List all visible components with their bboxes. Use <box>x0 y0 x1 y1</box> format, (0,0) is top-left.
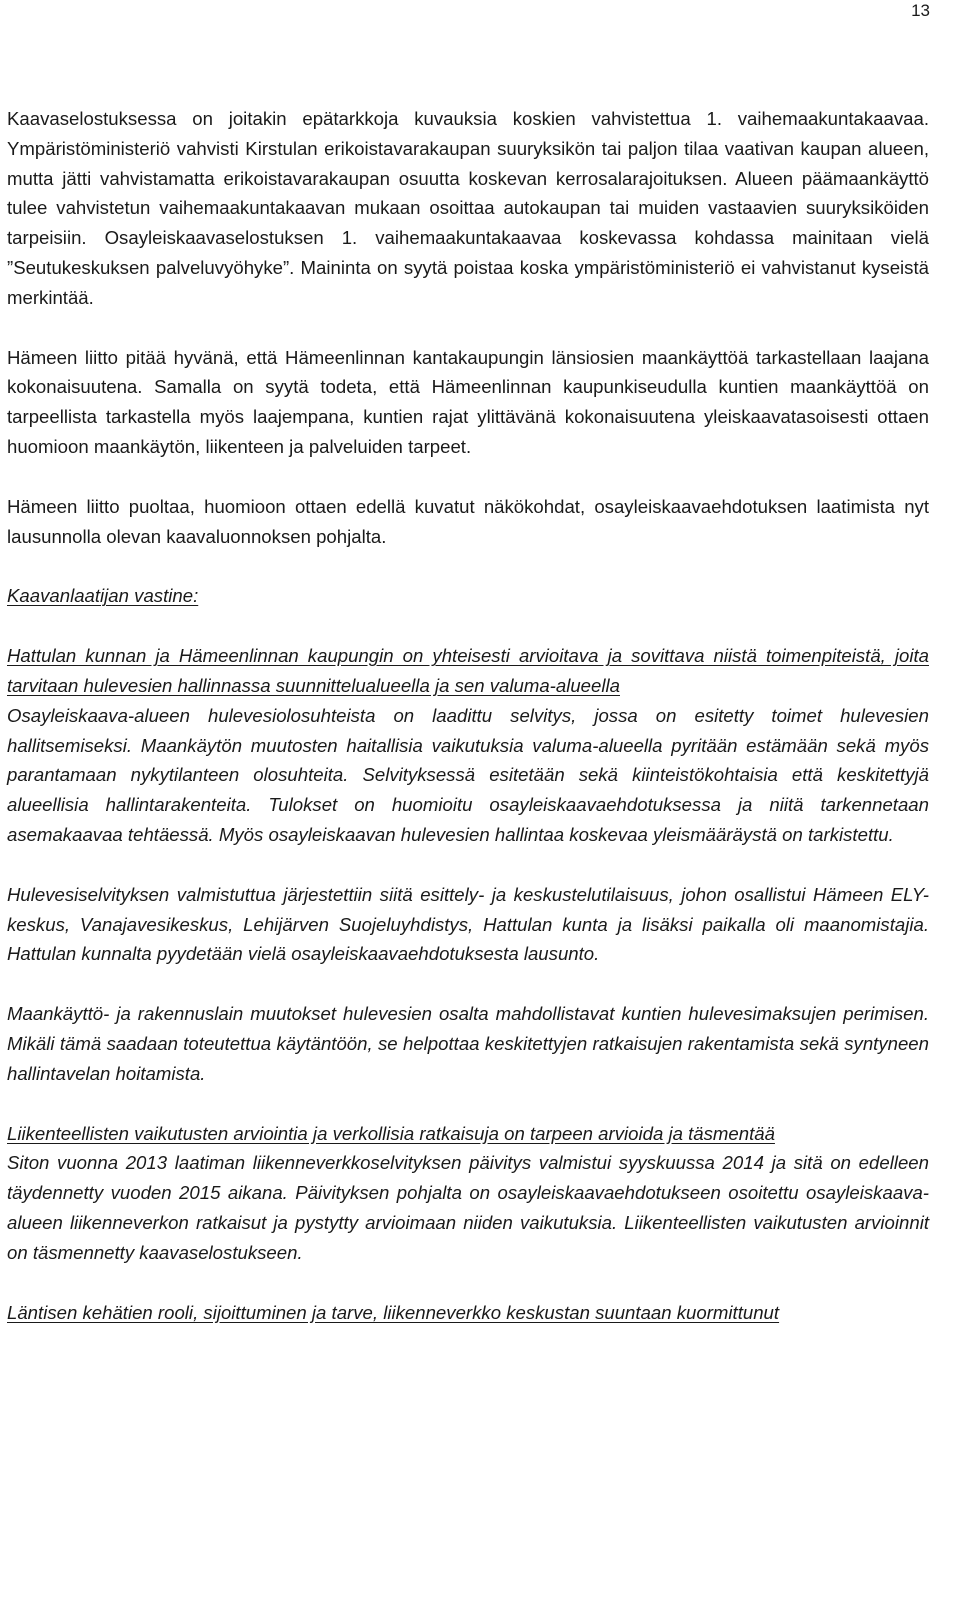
section-traffic-body: Siton vuonna 2013 laatiman liikenneverkkoselvityksen päivitys valmistui syyskuussa 2014 ja sitä on edelleen täydennetty vuoden 2015 aikana. Päivityksen pohjalta on osayleiskaavaehdotukseen osoitettu osayleiskaava-alueen liikenneverkon ratkaisut ja pystytty arvioimaan niiden vaikutuksia. Liikenteellisten vaikutusten arvioinnit on täsmennetty kaavaselostukseen. <box>7 1152 929 1263</box>
section-stormwater-title: Hattulan kunnan ja Hämeenlinnan kaupungin on yhteisesti arvioitava ja sovittava niistä toimenpiteistä, joita tarvitaan hulevesien hallinnassa suunnittelualueella ja sen valuma-alueella <box>7 645 929 696</box>
section-traffic-title: Liikenteellisten vaikutusten arviointia ja verkollisia ratkaisuja on tarpeen arvioida ja täsmentää <box>7 1122 775 1144</box>
section-stormwater-body: Osayleiskaava-alueen hulevesiolosuhteista on laadittu selvitys, jossa on esitetty toimet hulevesien hallitsemiseksi. Maankäytön muutosten haitallisia vaikutuksia valuma-alueella pyritään estämään sekä myös parantamaan nykytilanteen olosuhteita. Selvityksessä esitetään sekä kiinteistökohtaisia että keskitettyjä alueellisia hallintarakenteita. Tulokset on huomioitu osayleiskaavaehdotuksessa ja niitä tarkennetaan asemakaavaa tehtäessä. Myös osayleiskaavan hulevesien hallintaa koskevaa yleismääräystä on tarkistettu. <box>7 704 929 845</box>
document-body <box>7 104 929 1357</box>
paragraph-endorsement: Hämeen liitto puoltaa, huomioon ottaen edellä kuvatut näkökohdat, osayleiskaavaehdotuksen laatimista nyt lausunnolla olevan kaavaluonnoksen pohjalta. <box>7 495 929 547</box>
paragraph-stormwater-fees: Maankäyttö- ja rakennuslain muutokset hulevesien osalta mahdollistavat kuntien hulevesimaksujen perimisen. Mikäli tämä saadaan toteutettua käytäntöön, se helpottaa keskitettyjen ratkaisujen rakentamista sekä syntyneen hallintavelan hoitamista. <box>7 1003 929 1084</box>
section-western-ring-road-title: Läntisen kehätien rooli, sijoittuminen ja tarve, liikenneverkko keskustan suuntaan kuormittunut <box>7 1301 780 1323</box>
page-number: 13 <box>911 1 930 20</box>
response-heading: Kaavanlaatijan vastine: <box>7 585 199 607</box>
paragraph-survey-event: Hulevesiselvityksen valmistuttua järjestettiin siitä esittely- ja keskustelutilaisuus, johon osallistui Hämeen ELY-keskus, Vanajavesikeskus, Lehijärven Suojeluyhdistys, Hattulan kunta ja lisäksi paikalla oli maanomistajia. Hattulan kunnalta pyydetään vielä osayleiskaavaehdotuksesta lausunto. <box>7 883 929 965</box>
paragraph-plan-description: Kaavaselostuksessa on joitakin epätarkkoja kuvauksia koskien vahvistettua 1. vaihemaakuntakaavaa. Ympäristöministeriö vahvisti Kirstulan erikoistavarakaupan suuryksikön tai paljon tilaa vaativan kaupan alueen, mutta jätti vahvistamatta erikoistavarakaupan osuutta koskevan kerrosalarajoituksen. Alueen päämaankäyttö tulee vahvistetun vaihemaakuntakaavan mukaan osoittaa autokaupan tai muiden vastaavien suuryksiköiden tarpeisiin. Osayleiskaavaselostuksen 1. vaihemaakuntakaavaa koskevassa kohdassa mainitaan vielä ”Seutukeskuksen palveluvyöhyke”. Maininta on syytä poistaa koska ympäristöministeriö ei vahvistanut kyseistä merkintää. <box>7 108 929 308</box>
section-traffic <box>7 1119 929 1268</box>
section-stormwater <box>7 641 929 850</box>
paragraph-land-use: Hämeen liitto pitää hyvänä, että Hämeenlinnan kantakaupungin länsiosien maankäyttöä tarkastellaan laajana kokonaisuutena. Samalla on syytä todeta, että Hämeenlinnan kaupunkiseudulla kuntien maankäyttöä on tarpeellista tarkastella myös laajempana, kuntien rajat ylittävänä kokonaisuutena yleiskaavatasoisesti ottaen huomioon maankäytön, liikenteen ja palveluiden tarpeet. <box>7 346 929 457</box>
